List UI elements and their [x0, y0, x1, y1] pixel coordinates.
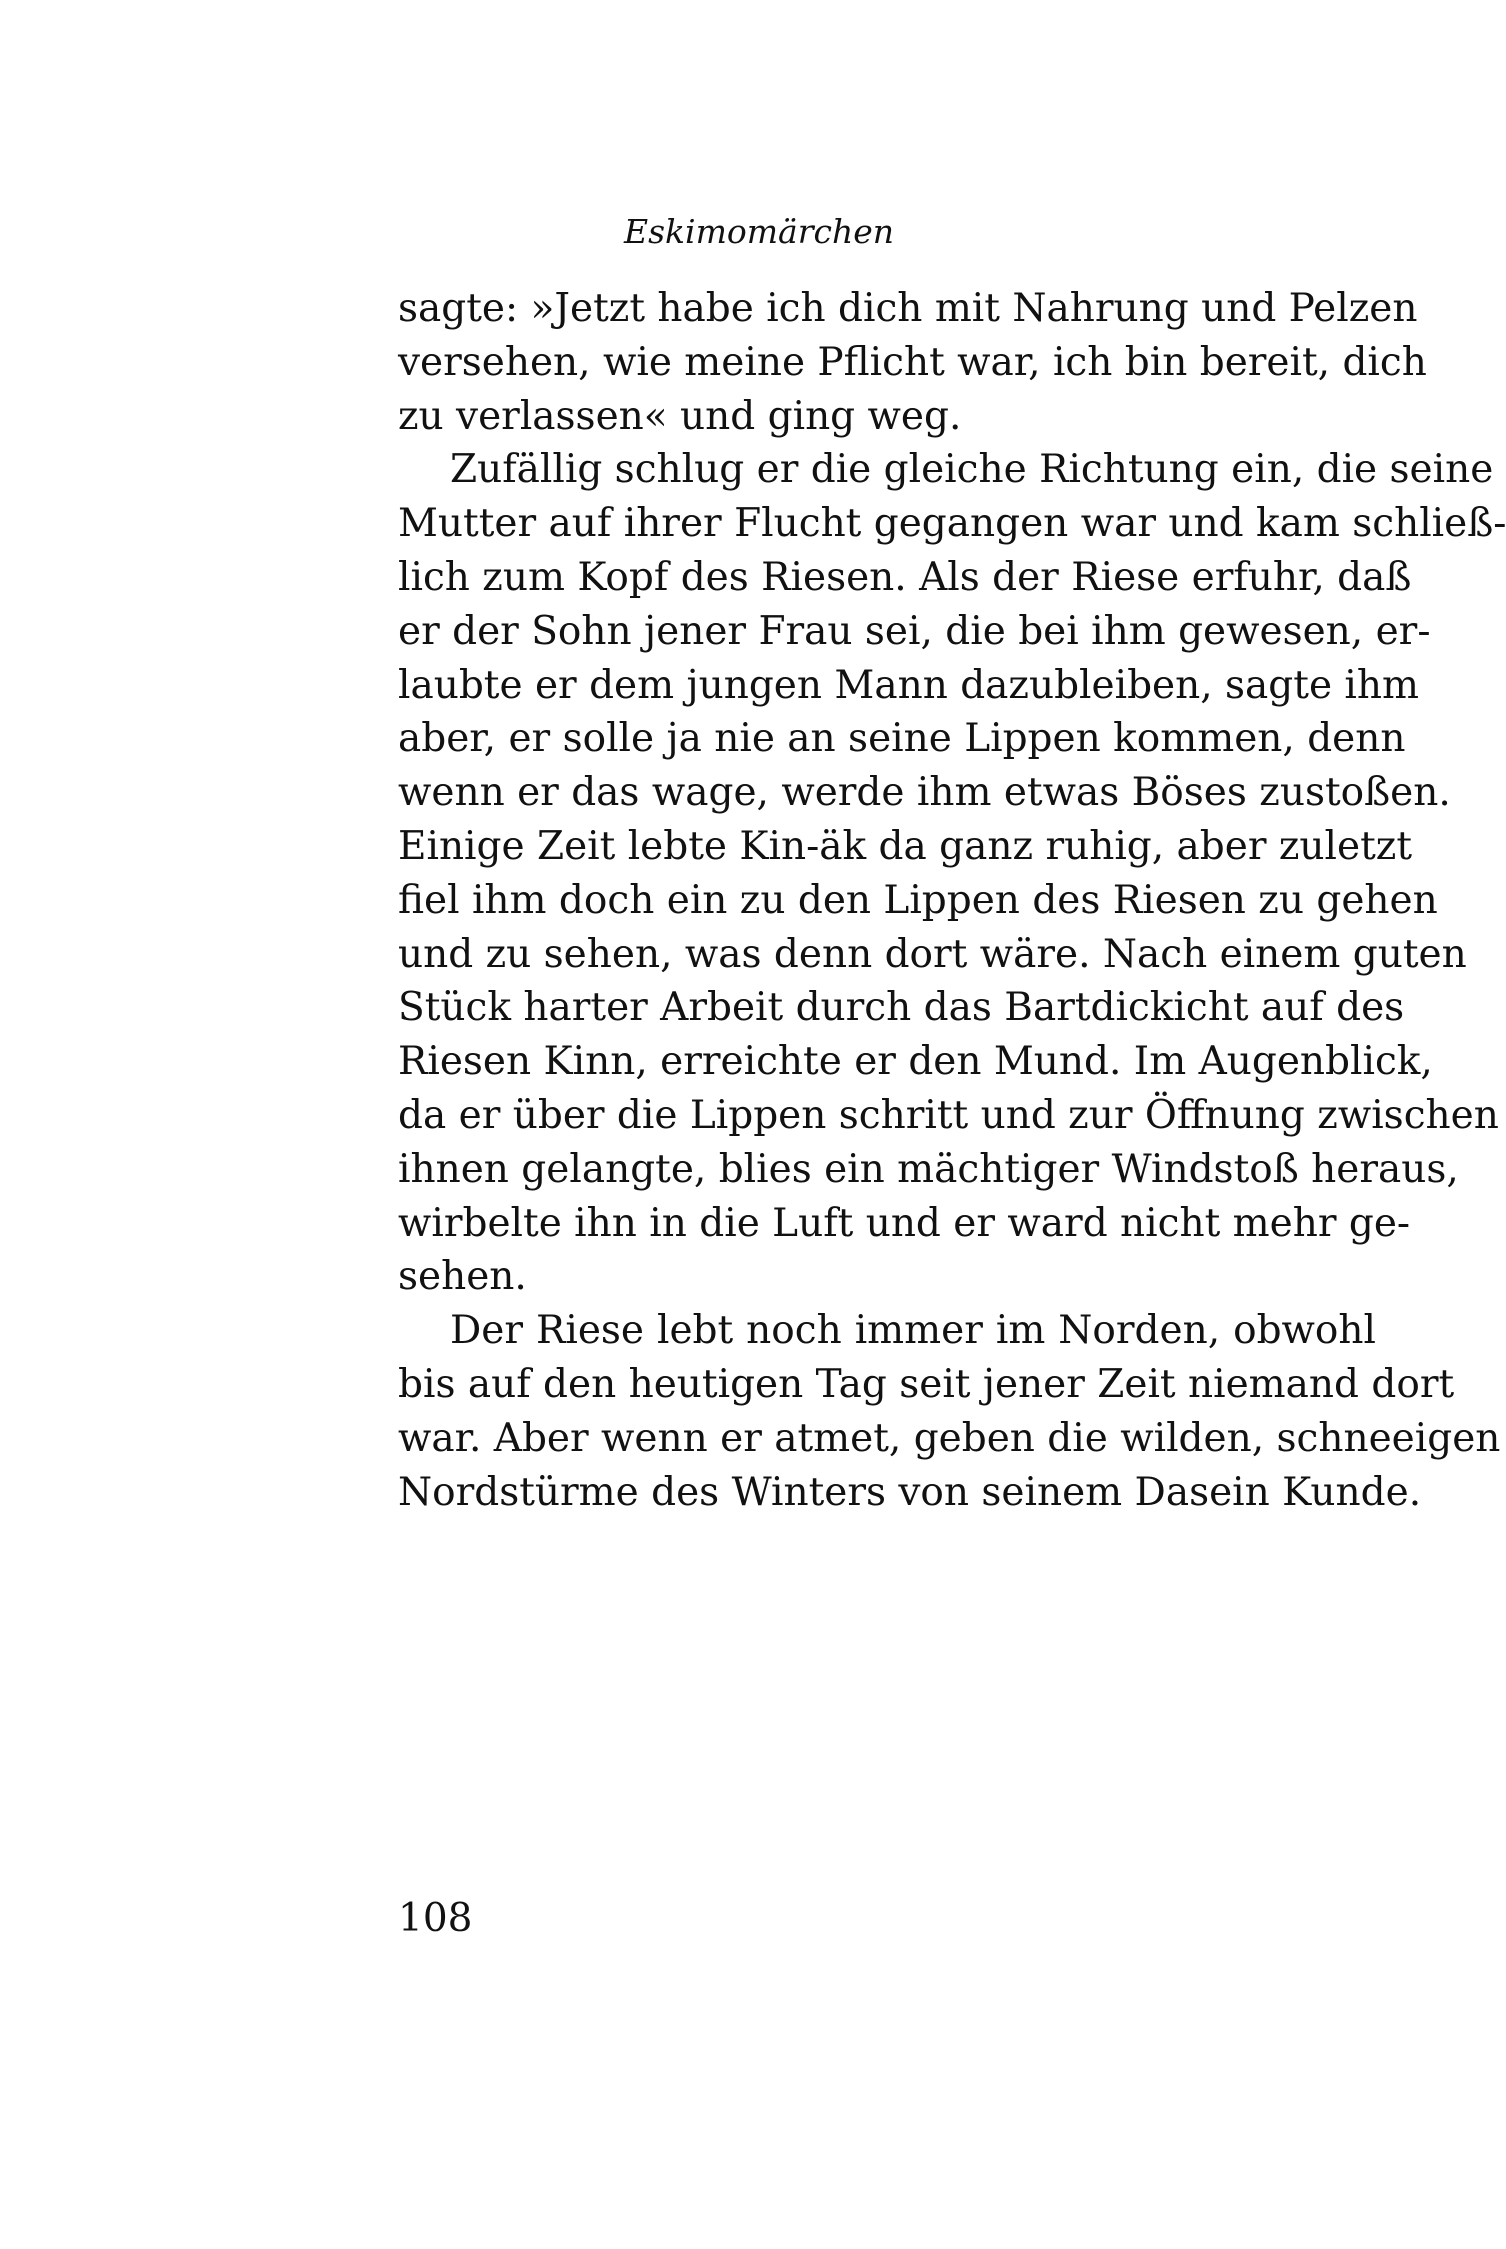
text-line: Riesen Kinn, erreichte er den Mund. Im Augenblick, [398, 1039, 1433, 1085]
text-line: versehen, wie meine Pflicht war, ich bin bereit, dich [398, 339, 1427, 385]
text-line: war. Aber wenn er atmet, geben die wilden, schneeigen [398, 1415, 1501, 1461]
text-line: fiel ihm doch ein zu den Lippen des Riesen zu gehen [398, 877, 1438, 923]
text-line: wirbelte ihn in die Luft und er ward nicht mehr ge- [398, 1200, 1411, 1246]
text-line: bis auf den heutigen Tag seit jener Zeit niemand dort [398, 1361, 1455, 1407]
text-line: er der Sohn jener Frau sei, die bei ihm gewesen, er- [398, 608, 1431, 654]
text-line: da er über die Lippen schritt und zur Öffnung zwischen [398, 1092, 1499, 1138]
text-line: sagte: »Jetzt habe ich dich mit Nahrung und Pelzen [398, 286, 1418, 331]
text-line: wenn er das wage, werde ihm etwas Böses zustoßen. [398, 770, 1451, 816]
text-line: Einige Zeit lebte Kin-äk da ganz ruhig, aber zuletzt [398, 823, 1412, 869]
text-line: Zufällig schlug er die gleiche Richtung ein, die seine [450, 447, 1494, 493]
page-number: 108 [398, 1896, 473, 1941]
text-line: Mutter auf ihrer Flucht gegangen war und kam schließ- [398, 501, 1506, 547]
text-line: und zu sehen, was denn dort wäre. Nach einem guten [398, 931, 1467, 977]
text-line: Der Riese lebt noch immer im Norden, obwohl [450, 1308, 1376, 1354]
text-line: Stück harter Arbeit durch das Bartdickicht auf des [398, 985, 1405, 1031]
text-line: zu verlassen« und ging weg. [398, 393, 962, 439]
text-line: aber, er solle ja nie an seine Lippen kommen, denn [398, 716, 1406, 762]
text-line: ihnen gelangte, blies ein mächtiger Windstoß heraus, [398, 1146, 1459, 1192]
text-line: lich zum Kopf des Riesen. Als der Riese erfuhr, daß [398, 554, 1412, 600]
text-line: Nordstürme des Winters von seinem Dasein Kunde. [398, 1469, 1422, 1515]
running-head: Eskimomärchen [624, 212, 894, 251]
text-line: sehen. [398, 1254, 527, 1300]
body-text [398, 282, 1506, 1519]
text-line: laubte er dem jungen Mann dazubleiben, sagte ihm [398, 662, 1419, 708]
